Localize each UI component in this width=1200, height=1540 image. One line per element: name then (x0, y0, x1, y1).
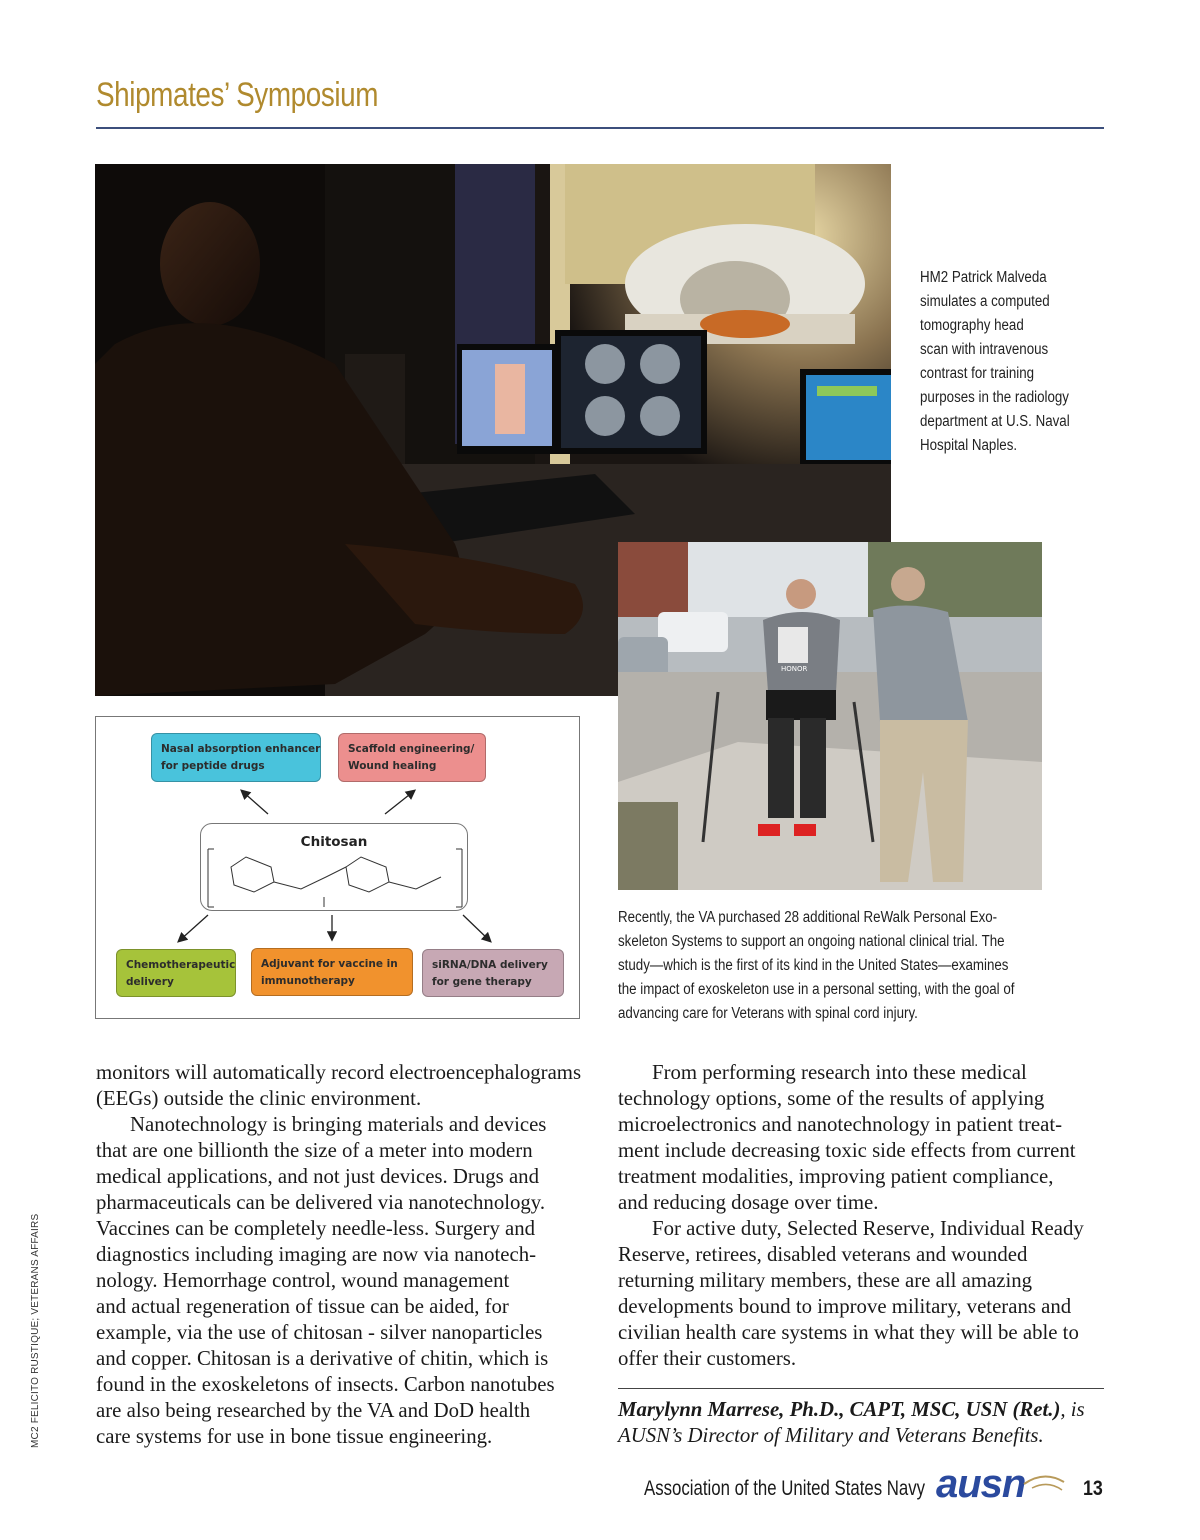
caption-line: department at U.S. Naval (920, 413, 1070, 430)
caption-line: Hospital Naples. (920, 437, 1018, 454)
title-rule (96, 127, 1104, 129)
text-line: and reducing dosage over time. (618, 1191, 879, 1214)
text-line: found in the exoskeletons of insects. Carbon nanotubes (96, 1373, 555, 1396)
text-line: technology options, some of the results of applying (618, 1087, 1045, 1110)
exoskeleton-photo (618, 542, 1042, 890)
author-rule (618, 1388, 1104, 1389)
caption-line: the impact of exoskeleton use in a personal setting, with the goal of (618, 981, 1015, 998)
caption-line: tomography head (920, 317, 1024, 334)
box-line: Wound healing (348, 760, 437, 772)
text-line: and copper. Chitosan is a derivative of chitin, which is (96, 1347, 549, 1370)
text-line: example, via the use of chitosan - silver nanoparticles (96, 1321, 543, 1344)
ausn-logo (936, 1462, 1066, 1514)
footer-organization: Association of the United States Navy (644, 1477, 926, 1500)
caption-line: scan with intravenous (920, 341, 1049, 358)
text-line: nology. Hemorrhage control, wound management (96, 1269, 510, 1292)
logo-text: ausn (936, 1462, 1026, 1506)
box-line: Adjuvant for vaccine in (261, 958, 398, 970)
shirt-text: HONOR (781, 665, 808, 673)
text-line: Reserve, retirees, disabled veterans and wounded (618, 1243, 1028, 1266)
text-line: developments bound to improve military, veterans and (618, 1295, 1072, 1318)
text-line: From performing research into these medical (652, 1061, 1027, 1084)
text-line: that are one billionth the size of a meter into modern (96, 1139, 533, 1162)
text-line: medical applications, and not just devices. Drugs and (96, 1165, 539, 1188)
text-line: and actual regeneration of tissue can be aided, for (96, 1295, 509, 1318)
author-title: AUSN’s Director of Military and Veterans Benefits. (618, 1424, 1044, 1447)
article-column-right (618, 1060, 1108, 1372)
author-suffix: , is (1060, 1398, 1085, 1421)
photo1-caption (920, 266, 1094, 458)
box-line: delivery (126, 976, 174, 988)
photo2-caption (618, 906, 1079, 1026)
caption-line: purposes in the radiology (920, 389, 1069, 406)
text-line: (EEGs) outside the clinic environment. (96, 1087, 422, 1110)
section-title: Shipmates’ Symposium (96, 76, 379, 114)
text-line: microelectronics and nanotechnology in patient treat- (618, 1113, 1063, 1136)
box-line: Nasal absorption enhancer (161, 743, 321, 755)
page-number: 13 (1083, 1477, 1103, 1500)
text-line: ment include decreasing toxic side effects from current (618, 1139, 1076, 1162)
caption-line: contrast for training (920, 365, 1035, 382)
logo-swoosh-icon (936, 1468, 1066, 1514)
author-line (618, 1397, 1085, 1423)
box-line: siRNA/DNA delivery (432, 959, 548, 971)
caption-line: skeleton Systems to support an ongoing national clinical trial. The (618, 933, 1005, 950)
box-line: immunotherapy (261, 975, 355, 987)
article-column-left (96, 1060, 586, 1450)
text-line: diagnostics including imaging are now via nanotech- (96, 1243, 537, 1266)
text-line: treatment modalities, improving patient compliance, (618, 1165, 1054, 1188)
box-line: Scaffold engineering/ (348, 743, 475, 755)
box-line: for peptide drugs (161, 760, 265, 772)
chitosan-diagram (95, 716, 580, 1019)
author-bio (618, 1397, 1085, 1449)
caption-line: simulates a computed (920, 293, 1050, 310)
caption-line: study—which is the first of its kind in the United States—examines (618, 957, 1009, 974)
text-line: pharmaceuticals can be delivered via nanotechnology. (96, 1191, 546, 1214)
caption-line: Recently, the VA purchased 28 additional ReWalk Personal Exo- (618, 909, 998, 926)
caption-line: HM2 Patrick Malveda (920, 269, 1047, 286)
box-line: for gene therapy (432, 976, 532, 988)
text-line: Nanotechnology is bringing materials and devices (130, 1113, 547, 1136)
text-line: For active duty, Selected Reserve, Individual Ready (652, 1217, 1084, 1240)
photo-credit: MC2 FELICITO RUSTIQUE; VETERANS AFFAIRS (30, 1213, 41, 1448)
author-name: Marylynn Marrese, Ph.D., CAPT, MSC, USN (Ret.) (618, 1398, 1061, 1421)
box-line: Chemotherapeutic (126, 959, 236, 971)
text-line: care systems for use in bone tissue engineering. (96, 1425, 493, 1448)
diagram-arrows (96, 717, 581, 1020)
text-line: civilian health care systems in what they will be able to (618, 1321, 1079, 1344)
chitosan-label: Chitosan (300, 834, 368, 850)
caption-line: advancing care for Veterans with spinal cord injury. (618, 1005, 918, 1022)
text-line: are also being researched by the VA and DoD health (96, 1399, 531, 1422)
text-line: returning military members, these are all amazing (618, 1269, 1033, 1292)
text-line: Vaccines can be completely needle-less. Surgery and (96, 1217, 536, 1240)
text-line: monitors will automatically record electroencephalograms (96, 1061, 582, 1084)
text-line: offer their customers. (618, 1347, 797, 1370)
